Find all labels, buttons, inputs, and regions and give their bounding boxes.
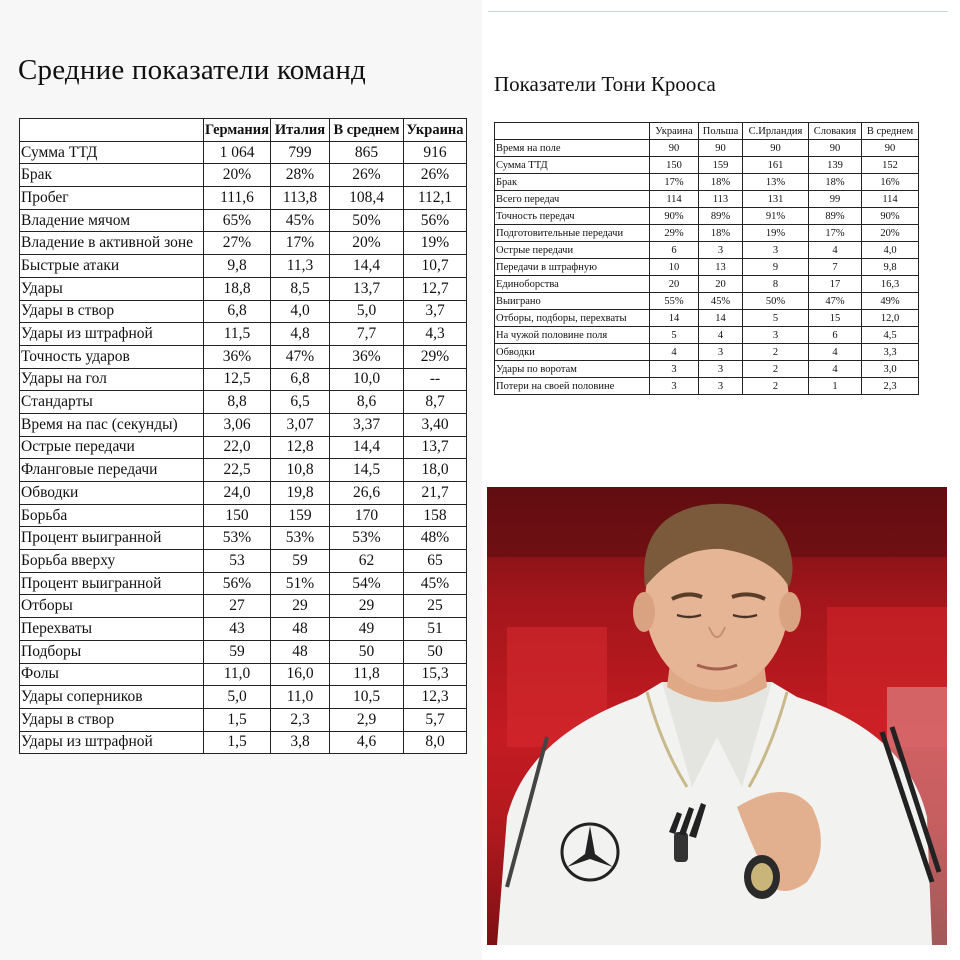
table-cell: 22,0 [204,436,271,459]
table-cell: 3 [650,361,699,378]
table-cell: 799 [271,141,330,164]
row-label: Владение мячом [20,209,204,232]
table-cell: 12,8 [271,436,330,459]
row-label: Единоборства [495,276,650,293]
row-label: Удары из штрафной [20,323,204,346]
table-cell: 12,7 [404,277,467,300]
table-cell: 13,7 [404,436,467,459]
table-cell: 9 [743,259,809,276]
table-row [20,232,467,255]
table-cell: 14,4 [330,436,404,459]
table-row [20,300,467,323]
table-cell: 18,8 [204,277,271,300]
table-row [495,293,919,310]
table-row [20,141,467,164]
table-row [20,686,467,709]
table-row [20,164,467,187]
table-cell: 3,8 [271,731,330,754]
row-label: Выиграно [495,293,650,310]
table-cell: 22,5 [204,459,271,482]
row-label: Процент выигранной [20,527,204,550]
table-cell: 90 [809,140,862,157]
table-cell: 26,6 [330,482,404,505]
row-label: Пробег [20,187,204,210]
table-cell: 10,7 [404,255,467,278]
corner-cell [495,123,650,140]
table-row [495,242,919,259]
row-label: Удары на гол [20,368,204,391]
table-cell: 18% [809,174,862,191]
table-cell: 15 [809,310,862,327]
table-cell: 18% [699,225,743,242]
table-cell: 50% [743,293,809,310]
table-cell: 4,5 [862,327,919,344]
table-cell: 5 [743,310,809,327]
table-cell: 51% [271,572,330,595]
table-row [20,731,467,754]
table-cell: 17% [809,225,862,242]
table-cell: 26% [404,164,467,187]
table-cell: 159 [699,157,743,174]
table-cell: 131 [743,191,809,208]
table-cell: 114 [650,191,699,208]
table-row [20,436,467,459]
column-header: С.Ирландия [743,123,809,140]
table-row [20,459,467,482]
table-cell: 152 [862,157,919,174]
table-cell: 48% [404,527,467,550]
table-cell: 112,1 [404,187,467,210]
table-cell: 36% [204,345,271,368]
table-row [20,255,467,278]
table-cell: 4,6 [330,731,404,754]
table-cell: 10,8 [271,459,330,482]
table-row [495,208,919,225]
team-stats-table [19,118,467,754]
table-cell: 8,6 [330,391,404,414]
table-cell: 18,0 [404,459,467,482]
table-cell: 139 [809,157,862,174]
table-cell: 11,5 [204,323,271,346]
table-cell: 8,5 [271,277,330,300]
table-row [20,187,467,210]
table-cell: 29 [271,595,330,618]
table-row [495,378,919,395]
row-label: Сумма ТТД [20,141,204,164]
table-cell: 29% [650,225,699,242]
table-row [20,209,467,232]
table-cell: 53% [330,527,404,550]
row-label: Обводки [495,344,650,361]
table-cell: 2,3 [271,708,330,731]
table-cell: 8 [743,276,809,293]
table-cell: 9,8 [862,259,919,276]
table-cell: 5,7 [404,708,467,731]
row-label: Сумма ТТД [495,157,650,174]
table-cell: 11,0 [271,686,330,709]
table-cell: 2 [743,378,809,395]
table-cell: 3 [699,361,743,378]
table-cell: 49 [330,618,404,641]
table-cell: 20% [204,164,271,187]
table-cell: 6,8 [271,368,330,391]
row-label: Потери на своей половине [495,378,650,395]
table-cell: 90% [862,208,919,225]
table-cell: 19% [743,225,809,242]
table-row [20,277,467,300]
table-cell: 1 [809,378,862,395]
row-label: Фланговые передачи [20,459,204,482]
table-cell: 27% [204,232,271,255]
table-cell: 45% [271,209,330,232]
table-cell: 15,3 [404,663,467,686]
table-row [495,344,919,361]
row-label: Время на пас (секунды) [20,413,204,436]
table-cell: 3,7 [404,300,467,323]
table-cell: 21,7 [404,482,467,505]
table-cell: 1 064 [204,141,271,164]
row-label: Всего передач [495,191,650,208]
table-cell: 47% [809,293,862,310]
corner-cell [20,119,204,142]
table-row [20,413,467,436]
table-cell: 6,8 [204,300,271,323]
table-cell: 56% [404,209,467,232]
column-header: В среднем [862,123,919,140]
table-cell: 4,0 [271,300,330,323]
table-cell: 10,0 [330,368,404,391]
table-cell: 90 [862,140,919,157]
table-row [20,640,467,663]
table-cell: 161 [743,157,809,174]
table-cell: 8,8 [204,391,271,414]
team-stats-title: Средние показатели команд [18,54,367,86]
row-label: Брак [20,164,204,187]
table-cell: 16,0 [271,663,330,686]
table-cell: 16,3 [862,276,919,293]
table-cell: 3,07 [271,413,330,436]
table-cell: 13,7 [330,277,404,300]
table-cell: 90 [699,140,743,157]
table-cell: 62 [330,550,404,573]
table-cell: 3,06 [204,413,271,436]
table-cell: 48 [271,640,330,663]
table-cell: 3 [743,327,809,344]
table-cell: 47% [271,345,330,368]
row-label: Быстрые атаки [20,255,204,278]
table-cell: 18% [699,174,743,191]
table-cell: 12,3 [404,686,467,709]
row-label: Перехваты [20,618,204,641]
table-cell: 50 [404,640,467,663]
table-cell: 20% [330,232,404,255]
kroos-stats-title: Показатели Тони Крооса [494,72,716,96]
table-cell: 90 [743,140,809,157]
table-row [495,310,919,327]
table-cell: 3 [699,344,743,361]
row-label: Отборы [20,595,204,618]
column-header: Словакия [809,123,862,140]
table-cell: 10,5 [330,686,404,709]
table-cell: 865 [330,141,404,164]
table-row [495,191,919,208]
table-cell: 14,5 [330,459,404,482]
row-label: Борьба вверху [20,550,204,573]
table-cell: 55% [650,293,699,310]
row-label: Отборы, подборы, перехваты [495,310,650,327]
table-cell: 11,8 [330,663,404,686]
table-row [495,174,919,191]
row-label: Удары в створ [20,708,204,731]
table-row [20,323,467,346]
table-row [20,595,467,618]
row-label: Борьба [20,504,204,527]
table-cell: 19% [404,232,467,255]
row-label: Острые передачи [20,436,204,459]
row-label: Удары соперников [20,686,204,709]
table-cell: 11,3 [271,255,330,278]
table-cell: 150 [204,504,271,527]
table-cell: 89% [699,208,743,225]
row-label: Владение в активной зоне [20,232,204,255]
table-row [495,157,919,174]
table-row [495,140,919,157]
top-divider [488,11,948,12]
table-cell: 3,0 [862,361,919,378]
table-cell: 1,5 [204,731,271,754]
table-row [20,618,467,641]
column-header: Украина [404,119,467,142]
row-label: Подборы [20,640,204,663]
table-cell: 29% [404,345,467,368]
table-row [495,259,919,276]
table-cell: 6,5 [271,391,330,414]
table-cell: 108,4 [330,187,404,210]
row-label: Удары по воротам [495,361,650,378]
table-cell: 12,0 [862,310,919,327]
table-cell: 28% [271,164,330,187]
table-cell: 59 [204,640,271,663]
column-header: Германия [204,119,271,142]
row-label: Фолы [20,663,204,686]
table-cell: 50% [330,209,404,232]
row-label: Точность передач [495,208,650,225]
table-row [20,391,467,414]
table-cell: 24,0 [204,482,271,505]
table-cell: 25 [404,595,467,618]
table-cell: 20 [699,276,743,293]
table-cell: 53% [271,527,330,550]
table-row [20,663,467,686]
table-cell: 53% [204,527,271,550]
table-row [20,368,467,391]
table-row [20,527,467,550]
table-row [20,708,467,731]
table-cell: 49% [862,293,919,310]
table-row [20,345,467,368]
table-row [20,550,467,573]
row-label: Брак [495,174,650,191]
table-cell: 13% [743,174,809,191]
table-cell: 45% [699,293,743,310]
table-cell: 19,8 [271,482,330,505]
table-cell: 4 [699,327,743,344]
table-cell: 48 [271,618,330,641]
table-cell: 111,6 [204,187,271,210]
table-cell: 90% [650,208,699,225]
table-cell: 50 [330,640,404,663]
table-cell: 7,7 [330,323,404,346]
table-row [20,504,467,527]
table-cell: 3 [743,242,809,259]
table-cell: 2 [743,344,809,361]
table-cell: 170 [330,504,404,527]
column-header: Италия [271,119,330,142]
table-cell: 3 [650,378,699,395]
table-cell: 916 [404,141,467,164]
table-cell: 4,3 [404,323,467,346]
table-cell: 1,5 [204,708,271,731]
column-header: В среднем [330,119,404,142]
row-label: Удары из штрафной [20,731,204,754]
table-cell: 54% [330,572,404,595]
table-row [495,225,919,242]
table-cell: 12,5 [204,368,271,391]
table-cell: 65% [204,209,271,232]
table-row [20,572,467,595]
table-cell: 2,3 [862,378,919,395]
table-cell: 4,0 [862,242,919,259]
table-cell: 13 [699,259,743,276]
table-cell: 36% [330,345,404,368]
row-label: Передачи в штрафную [495,259,650,276]
table-cell: 26% [330,164,404,187]
table-cell: 113,8 [271,187,330,210]
table-cell: 99 [809,191,862,208]
table-cell: 2 [743,361,809,378]
table-cell: 43 [204,618,271,641]
row-label: Подготовительные передачи [495,225,650,242]
table-cell: 16% [862,174,919,191]
table-cell: 65 [404,550,467,573]
table-cell: 159 [271,504,330,527]
table-cell: 2,9 [330,708,404,731]
table-cell: 14 [650,310,699,327]
table-cell: 51 [404,618,467,641]
table-cell: 59 [271,550,330,573]
table-cell: 3 [699,242,743,259]
row-label: Обводки [20,482,204,505]
table-row [495,327,919,344]
row-label: Точность ударов [20,345,204,368]
row-label: Удары [20,277,204,300]
table-cell: 4 [809,242,862,259]
table-cell: 113 [699,191,743,208]
table-cell: 14 [699,310,743,327]
table-cell: 150 [650,157,699,174]
table-cell: 17% [650,174,699,191]
table-cell: 53 [204,550,271,573]
kroos-stats-table [494,122,919,395]
table-row [495,276,919,293]
table-cell: 5,0 [204,686,271,709]
table-cell: 4,8 [271,323,330,346]
table-cell: 158 [404,504,467,527]
row-label: Стандарты [20,391,204,414]
table-cell: 6 [809,327,862,344]
table-header-row [495,123,919,140]
table-cell: 8,0 [404,731,467,754]
table-cell: 11,0 [204,663,271,686]
table-cell: 4 [809,344,862,361]
table-cell: 20 [650,276,699,293]
table-cell: 3,3 [862,344,919,361]
table-cell: 17% [271,232,330,255]
table-cell: 4 [809,361,862,378]
table-cell: 7 [809,259,862,276]
table-row [495,361,919,378]
table-cell: 8,7 [404,391,467,414]
table-cell: 4 [650,344,699,361]
row-label: Время на поле [495,140,650,157]
table-cell: 29 [330,595,404,618]
table-cell: 89% [809,208,862,225]
row-label: Процент выигранной [20,572,204,595]
table-cell: 45% [404,572,467,595]
table-cell: 5,0 [330,300,404,323]
table-cell: 3,40 [404,413,467,436]
table-cell: 14,4 [330,255,404,278]
table-cell: 91% [743,208,809,225]
table-cell: 27 [204,595,271,618]
column-header: Украина [650,123,699,140]
table-cell: -- [404,368,467,391]
player-photo [487,487,947,945]
table-row [20,482,467,505]
table-cell: 6 [650,242,699,259]
column-header: Польша [699,123,743,140]
table-cell: 20% [862,225,919,242]
dfb-crest [744,855,780,899]
table-cell: 10 [650,259,699,276]
table-cell: 5 [650,327,699,344]
table-cell: 90 [650,140,699,157]
table-cell: 56% [204,572,271,595]
row-label: Острые передачи [495,242,650,259]
row-label: Удары в створ [20,300,204,323]
table-cell: 3,37 [330,413,404,436]
table-cell: 9,8 [204,255,271,278]
row-label: На чужой половине поля [495,327,650,344]
table-header-row [20,119,467,142]
table-cell: 114 [862,191,919,208]
table-cell: 3 [699,378,743,395]
table-cell: 17 [809,276,862,293]
